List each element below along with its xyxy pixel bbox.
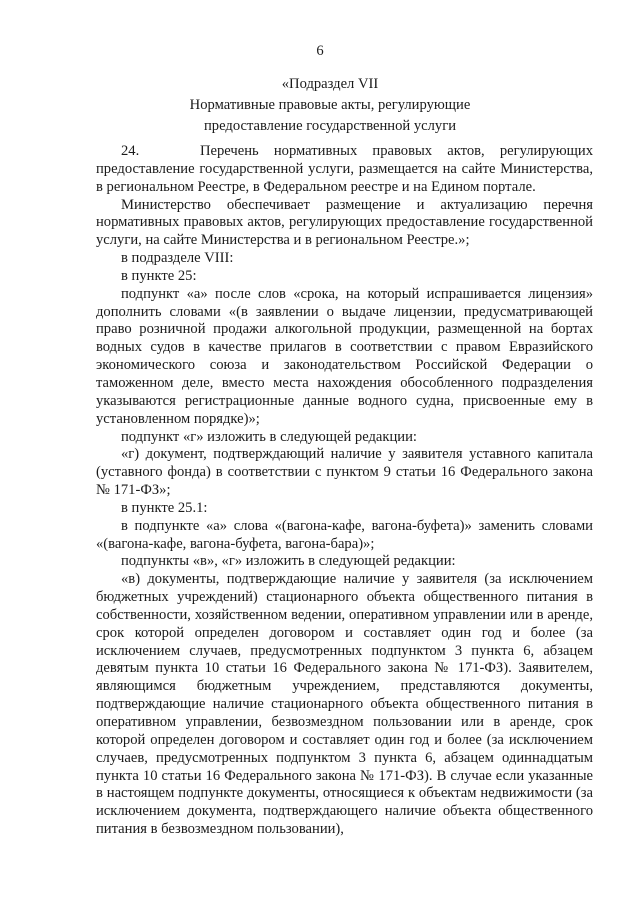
page-number: 6 — [316, 43, 324, 59]
paragraph: «в) документы, подтверждающие наличие у заявителя (за исключением бюджетных учреждений) стационарного объекта общественного питания в собственности, хозяйственном ведении, оперативном управлении или в аренде, срок которой определен договором и составляет один год и более (за исключением случаев, предусмотренных подпунктом 3 пункта 6, абзацем девятым пункта 10 статьи 16 Федерального закона № 171-ФЗ). Заявителем, являющимся бюджетным учреждением, представляются документы, подтверждающие наличие стационарного объекта общественного питания в оперативном управлении, безвозмездном пользовании или в аренде, срок которой определен договором и составляет один год и более (за исключением случаев, предусмотренных подпунктом 3 пункта 6, абзацем одиннадцатым пункта 10 статьи 16 Федерального закона № 171-ФЗ). В случае если указанные в настоящем подпункте документы, относящиеся к объектам недвижимости (за исключением документа, подтверждающего наличие объекта общественного питания в безвозмездном пользовании), — [96, 571, 593, 838]
paragraph: подпункт «г» изложить в следующей редакции: — [121, 428, 417, 445]
paragraph: в подразделе VIII: — [121, 250, 234, 267]
paragraph: подпункты «в», «г» изложить в следующей редакции: — [121, 553, 456, 570]
heading-line: Нормативные правовые акты, регулирующие — [189, 96, 471, 113]
paragraph: «г) документ, подтверждающий наличие у заявителя уставного капитала (уставного фонда) в соответствии с пунктом 9 статьи 16 Федерального закона № 171-ФЗ»; — [96, 446, 593, 499]
paragraph: Министерство обеспечивает размещение и актуализацию перечня нормативных правовых актов, регулирующих предоставление государственной услуги, на сайте Министерства и в региональном Реестре.»; — [96, 196, 593, 249]
paragraph: в пункте 25: — [121, 267, 197, 284]
section-heading — [80, 74, 580, 136]
paragraph: в подпункте «а» слова «(вагона-кафе, вагона-буфета)» заменить словами «(вагона-кафе, вагона-буфета, вагона-бара)»; — [96, 517, 593, 552]
paragraph: 24. Перечень нормативных правовых актов, регулирующих предоставление государственной услуги, размещается на сайте Министерства, в региональном Реестре, в Федеральном реестре и на Едином портале. — [96, 143, 593, 195]
document-body — [96, 143, 593, 839]
paragraph: подпункт «а» после слов «срока, на который испрашивается лицензия» дополнить словами «(в заявлении о выдаче лицензии, предусматривающей право розничной продажи алкогольной продукции, размещенной на бортах водных судов в качестве прилагов в соответствии с правом Евразийского экономического союза и законодательством Российской Федерации о таможенном деле, вместо места нахождения обособленного подразделения указываются регистрационные данные водного судна, присвоенные ему в установленном порядке)»; — [96, 285, 593, 427]
heading-line: «Подраздел VII — [281, 76, 379, 92]
paragraph: в пункте 25.1: — [121, 499, 208, 516]
heading-line: предоставление государственной услуги — [204, 117, 456, 134]
